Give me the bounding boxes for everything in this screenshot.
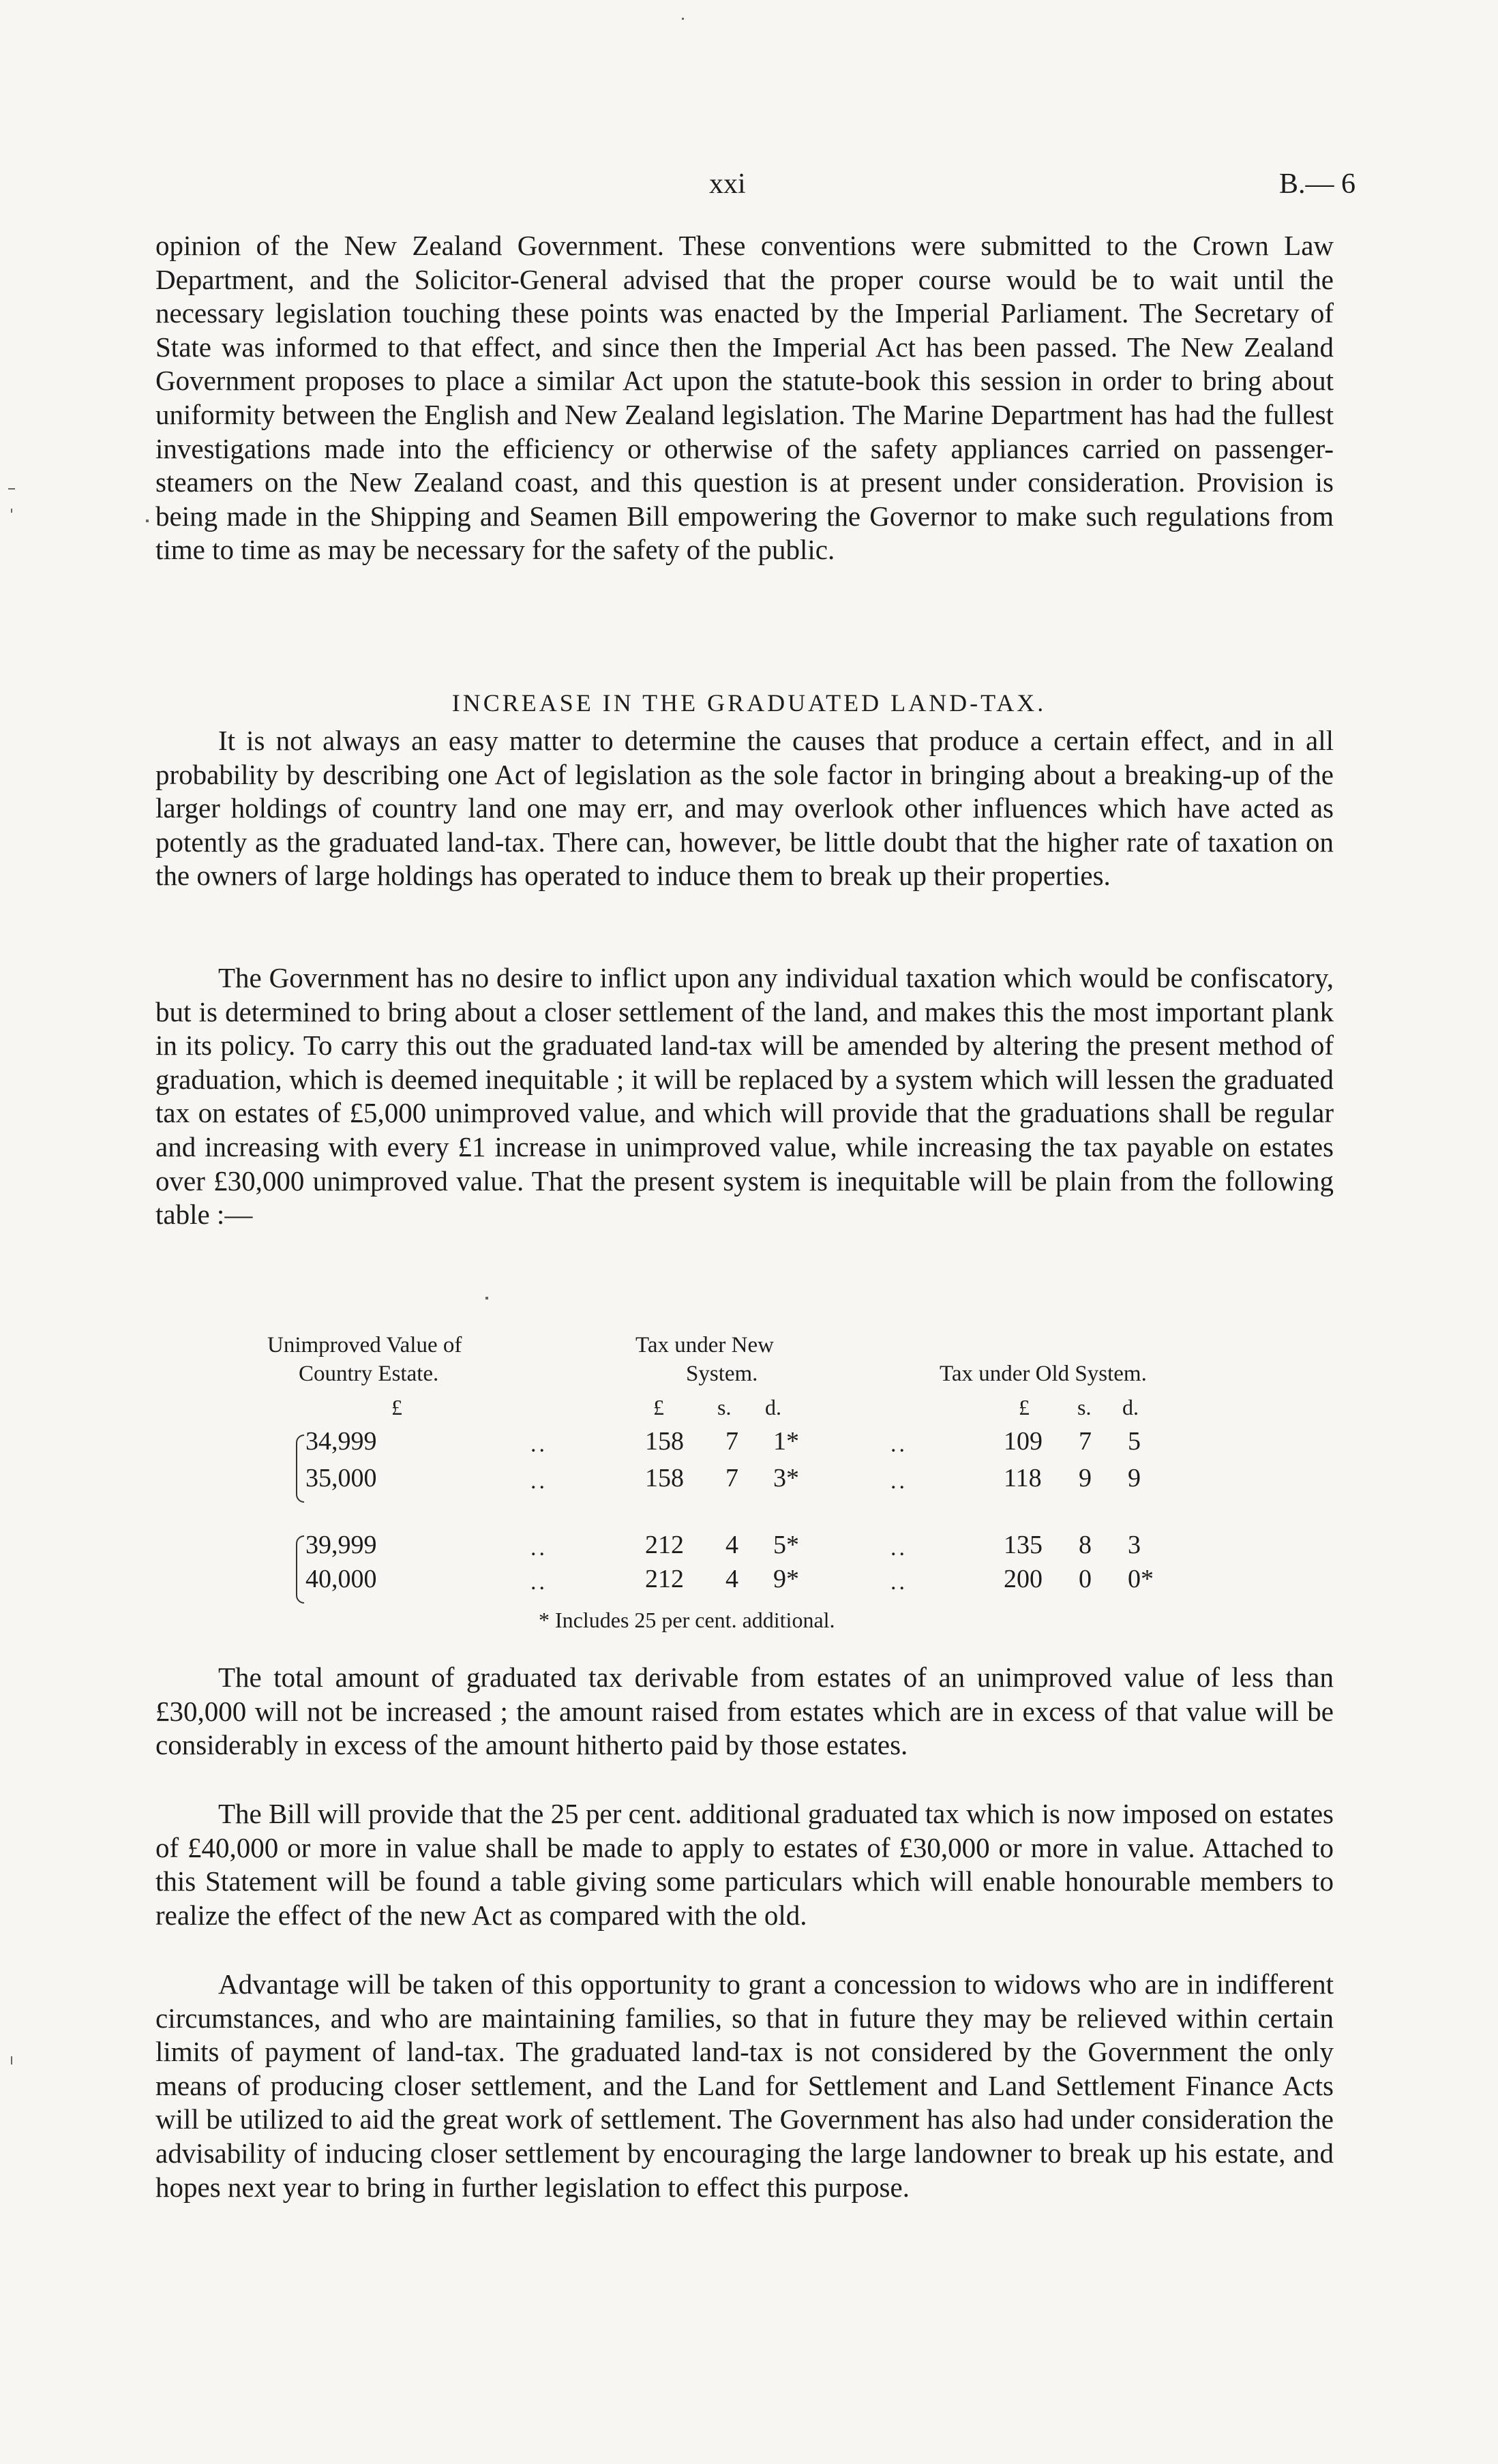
paragraph-widows-concession: Advantage will be taken of this opportunity to grant a concession to widows who are in indifferent circumstances, and who are maintaining families, so that in future they may be relieved within certain limits of payment of land-tax. The graduated land-tax is not considered by the Government the only means of producing closer settlement, and the Land for Settlement and Land Settlement Finance Acts will be utilized to aid the great work of settlement. The Government has also had under consideration the advisability of inducing closer settlement by encouraging the large landowner to break up his estate, and hopes next year to bring in further legislation to effect this purpose. bbox=[155, 1968, 1334, 2203]
scan-speck bbox=[485, 1297, 488, 1299]
row-new-pence: 1* bbox=[773, 1427, 799, 1456]
paragraph-total-amount: The total amount of graduated tax derivable from estates of an unimproved value of less than £30,000 will not be increased ; the amount raised from estates which are in excess of that value will be considerably in excess of the amount hitherto paid by those estates. bbox=[155, 1662, 1334, 1761]
dot-leader: .. bbox=[530, 1569, 548, 1595]
row-new-pounds: 158 bbox=[645, 1427, 684, 1456]
row-value: 39,999 bbox=[305, 1531, 377, 1559]
paragraph-government-policy: The Government has no desire to inflict upon any individual taxation which would be confiscatory, but is determined to bring about a closer settlement of the land, and makes this the most important plank in its policy. To carry this out the graduated land-tax will be amended by altering the present method of graduation, which is deemed inequitable ; it will be replaced by a system which will lessen the graduated tax on estates of £5,000 unimproved value, and which will provide that the graduations shall be regular and increasing with every £1 increase in unimproved value, while increasing the tax payable on estates over £30,000 unimproved value. That the present system is inequitable will be plain from the following table :— bbox=[155, 962, 1334, 1231]
row-old-pence: 3 bbox=[1128, 1531, 1141, 1559]
section-heading: INCREASE IN THE GRADUATED LAND-TAX. bbox=[451, 689, 1047, 717]
table-header-old: Tax under Old System. bbox=[940, 1362, 1147, 1386]
row-group-brace bbox=[296, 1535, 304, 1604]
row-group-brace bbox=[296, 1434, 304, 1503]
row-new-pence: 5* bbox=[773, 1531, 799, 1559]
unit-value-pounds: £ bbox=[391, 1395, 402, 1419]
scan-speck bbox=[682, 18, 684, 20]
paragraph-opinion: opinion of the New Zealand Government. These conventions were submitted to the Crown Law Department, and the Solicitor-General advised that the proper course would be to wait until the necessary legislation touching these points was enacted by the Imperial Parliament. The Secretary of State was informed to that effect, and since then the Imperial Act has been passed. The New Zealand Government proposes to place a similar Act upon the statute-book this session in order to bring about uniformity between the English and New Zealand legislation. The Marine Department has had the fullest investigations made into the efficiency or otherwise of the safety appliances carried on passenger-steamers on the New Zealand coast, and this question is at present under consideration. Provision is being made in the Shipping and Seamen Bill empowering the Governor to make such regulations from time to time as may be necessary for the safety of the public. bbox=[155, 230, 1334, 566]
row-new-pounds: 158 bbox=[645, 1464, 684, 1492]
row-value: 34,999 bbox=[305, 1427, 377, 1456]
row-old-pence: 5 bbox=[1128, 1427, 1141, 1456]
row-new-pence: 3* bbox=[773, 1464, 799, 1492]
scan-speck bbox=[146, 520, 149, 522]
unit-new-pence: d. bbox=[765, 1395, 781, 1419]
row-old-shillings: 7 bbox=[1079, 1427, 1092, 1456]
dot-leader: .. bbox=[890, 1569, 908, 1595]
table-footnote: * Includes 25 per cent. additional. bbox=[539, 1608, 835, 1632]
row-new-pounds: 212 bbox=[645, 1531, 684, 1559]
paragraph-causes: It is not always an easy matter to determine the causes that produce a certain effect, and in all probability by describing one Act of legislation as the sole factor in bringing about a breaking-up of the larger holdings of country land one may err, and may overlook other influences which have acted as potently as the graduated land-tax. There can, however, be little doubt that the higher rate of taxation on the owners of large holdings has operated to induce them to break up their properties. bbox=[155, 725, 1334, 892]
dot-leader: .. bbox=[530, 1432, 548, 1457]
row-old-shillings: 8 bbox=[1079, 1531, 1092, 1559]
table-header-new-line2: System. bbox=[686, 1362, 758, 1386]
page-reference: B.— 6 bbox=[1279, 168, 1356, 200]
row-new-pence: 9* bbox=[773, 1565, 799, 1593]
table-header-value-line2: Country Estate. bbox=[299, 1362, 439, 1386]
unit-old-pence: d. bbox=[1122, 1395, 1139, 1419]
row-old-pounds: 135 bbox=[1004, 1531, 1043, 1559]
table-header-value-line1: Unimproved Value of bbox=[267, 1333, 462, 1357]
row-new-shillings: 7 bbox=[725, 1427, 738, 1456]
row-old-pounds: 109 bbox=[1004, 1427, 1043, 1456]
row-old-pounds: 118 bbox=[1004, 1464, 1042, 1492]
row-old-pounds: 200 bbox=[1004, 1565, 1043, 1593]
row-value: 35,000 bbox=[305, 1464, 377, 1492]
unit-old-shillings: s. bbox=[1077, 1395, 1092, 1419]
row-new-shillings: 4 bbox=[725, 1531, 738, 1559]
row-old-pence: 9 bbox=[1128, 1464, 1141, 1492]
unit-old-pounds: £ bbox=[1019, 1395, 1030, 1419]
row-old-pence: 0* bbox=[1128, 1565, 1154, 1593]
scan-speck bbox=[11, 2056, 12, 2064]
row-new-pounds: 212 bbox=[645, 1565, 684, 1593]
scan-speck bbox=[8, 488, 15, 490]
table-header-new-line1: Tax under New bbox=[635, 1333, 774, 1357]
dot-leader: .. bbox=[890, 1535, 908, 1561]
paragraph-bill-provision: The Bill will provide that the 25 per cent. additional graduated tax which is now imposed on estates of £40,000 or more in value shall be made to apply to estates of £30,000 or more in value. Attached to this Statement will be found a table giving some particulars which will enable honourable members to realize the effect of the new Act as compared with the old. bbox=[155, 1798, 1334, 1931]
row-value: 40,000 bbox=[305, 1565, 377, 1593]
dot-leader: .. bbox=[890, 1469, 908, 1494]
page-number: xxi bbox=[709, 168, 746, 200]
row-old-shillings: 0 bbox=[1079, 1565, 1092, 1593]
row-new-shillings: 4 bbox=[725, 1565, 738, 1593]
dot-leader: .. bbox=[890, 1432, 908, 1457]
row-old-shillings: 9 bbox=[1079, 1464, 1092, 1492]
dot-leader: .. bbox=[530, 1469, 548, 1494]
dot-leader: .. bbox=[530, 1535, 548, 1561]
scan-speck bbox=[11, 509, 12, 513]
unit-new-shillings: s. bbox=[717, 1395, 732, 1419]
unit-new-pounds: £ bbox=[653, 1395, 664, 1419]
row-new-shillings: 7 bbox=[725, 1464, 738, 1492]
